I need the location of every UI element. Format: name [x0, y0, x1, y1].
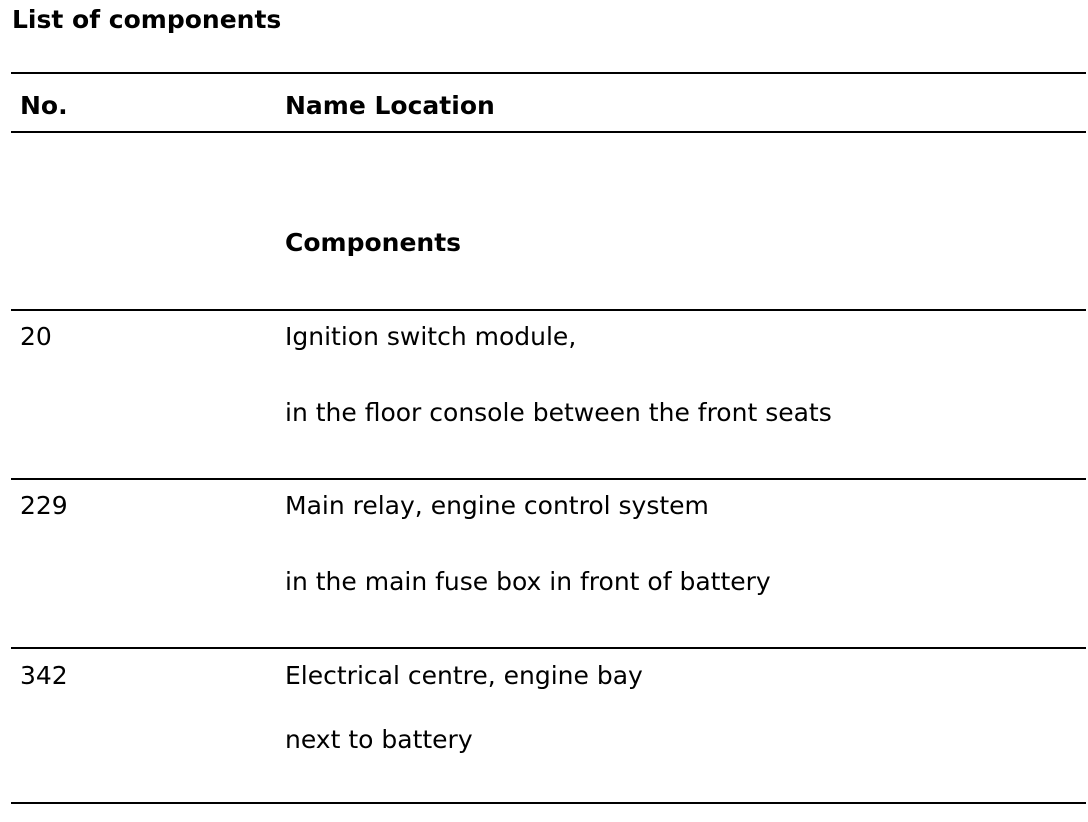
row-name: Main relay, engine control system	[285, 491, 709, 520]
section-bottom-rule	[11, 309, 1086, 311]
row-no: 342	[20, 661, 68, 690]
table-bottom-rule	[11, 802, 1086, 804]
header-name-location: Name Location	[285, 91, 495, 120]
row-location: next to battery	[285, 725, 473, 754]
section-heading: Components	[285, 228, 462, 257]
row-no: 229	[20, 491, 68, 520]
row-location: in the floor console between the front seats	[285, 398, 832, 427]
row-divider	[11, 647, 1086, 649]
row-name: Ignition switch module,	[285, 322, 577, 351]
table-top-rule	[11, 72, 1086, 74]
document-title: List of components	[12, 5, 282, 34]
row-divider	[11, 478, 1086, 480]
header-bottom-rule	[11, 131, 1086, 133]
row-location: in the main fuse box in front of battery	[285, 567, 771, 596]
header-no: No.	[20, 91, 68, 120]
row-name: Electrical centre, engine bay	[285, 661, 643, 690]
row-no: 20	[20, 322, 52, 351]
